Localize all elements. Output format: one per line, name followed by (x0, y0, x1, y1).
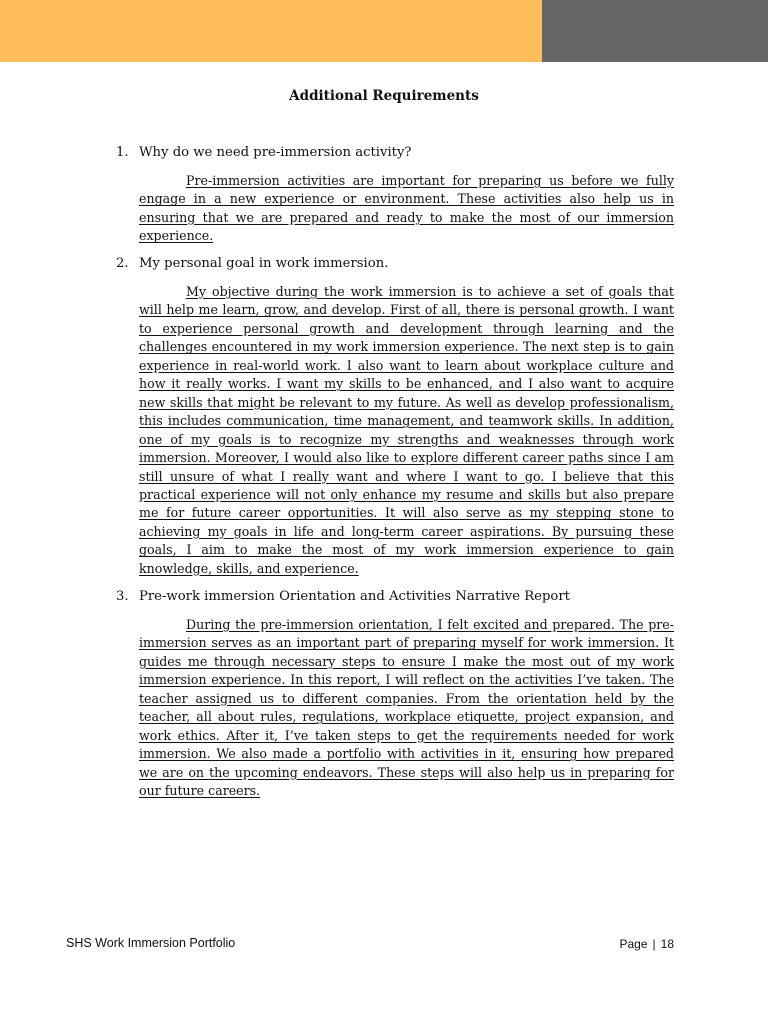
list-item-answer: During the pre-immersion orientation, I felt excited and prepared. The pre-immersion serves as an important part of preparing myself for work immersion. It guides me through necessary steps to ensure I make the most out of my work immersion experience. In this report, I will reflect on the activities I’ve taken. The teacher assigned us to different companies. From the orientation held by the teacher, all about rules, regulations, workplace etiquette, project expansion, and work ethics. After it, I’ve taken steps to get the requirements needed for work immersion. We also made a portfolio with activities in it, ensuring how prepared we are on the upcoming endeavors. These steps will also help us in preparing for our future careers. (139, 617, 674, 799)
footer-separator: | (652, 937, 656, 951)
footer-page-value: 18 (660, 937, 674, 951)
header-bar (0, 0, 768, 62)
list-item-number: 1. (116, 145, 129, 160)
list-item-number: 3. (116, 589, 129, 604)
footer-page-number (619, 936, 674, 952)
page-title: Additional Requirements (289, 88, 479, 104)
list-item-question: Why do we need pre-immersion activity? (139, 145, 412, 160)
footer-page-label: Page (619, 937, 648, 951)
list-item-answer: Pre-immersion activities are important for preparing us before we fully engage in a new experience or environment. These activities also help us in ensuring that we are prepared and ready to make the most of our immersion experience. (139, 173, 674, 244)
footer-portfolio-title: SHS Work Immersion Portfolio (66, 936, 236, 950)
header-accent-block (0, 0, 542, 62)
list-item-question: My personal goal in work immersion. (139, 256, 389, 271)
list-item-number: 2. (116, 256, 129, 271)
list-item-question: Pre-work immersion Orientation and Activities Narrative Report (139, 589, 570, 604)
list-item-answer: My objective during the work immersion is to achieve a set of goals that will help me learn, grow, and develop. First of all, there is personal growth. I want to experience personal growth and development through learning and the challenges encountered in my work immersion experience. The next step is to gain experience in real-world work. I also want to learn about workplace culture and how it really works. I want my skills to be enhanced, and I also want to acquire new skills that might be relevant to my future. As well as develop professionalism, this includes communication, time management, and teamwork skills. In addition, one of my goals is to recognize my strengths and weaknesses through work immersion. Moreover, I would also like to explore different career paths since I am still unsure of what I really want and where I want to go. I believe that this practical experience will not only enhance my resume and skills but also prepare me for future career opportunities. It will also serve as my stepping stone to achieving my goals in life and long-term career aspirations. By pursuing these goals, I aim to make the most of my work immersion experience to gain knowledge, skills, and experience. (139, 284, 674, 576)
header-gray-block (542, 0, 768, 62)
